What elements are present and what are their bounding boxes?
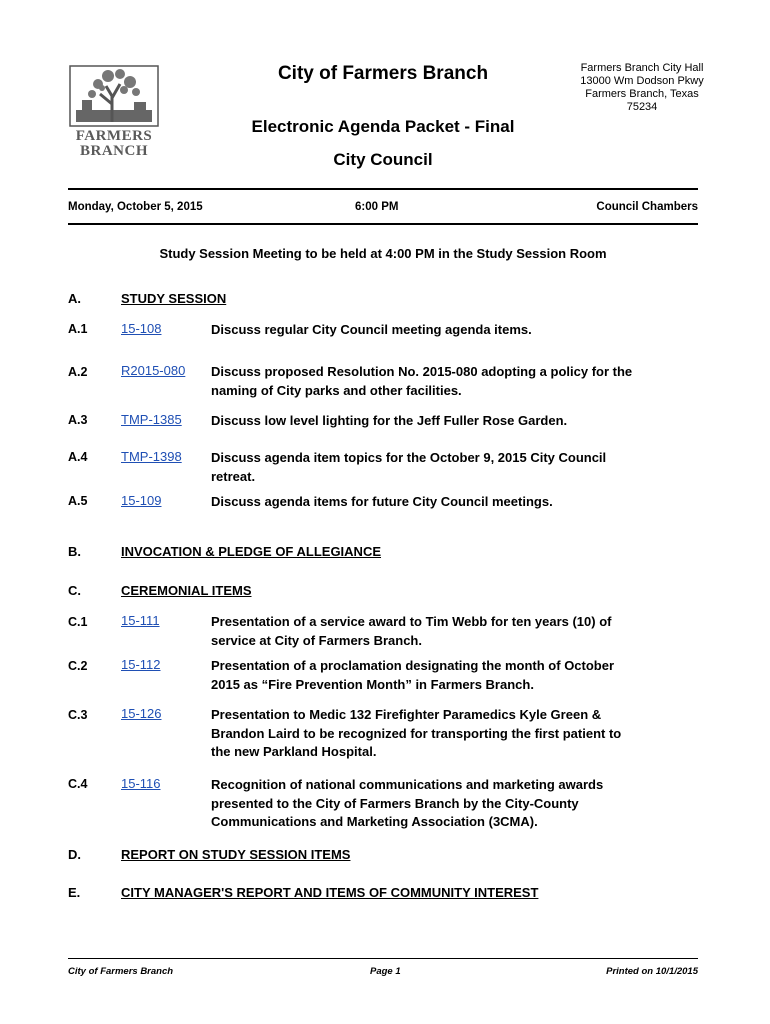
address-line: 13000 Wm Dodson Pkwy — [580, 75, 704, 87]
item-description: Recognition of national communications and marketing awards presented to the City of Farmers Branch by the City-County Communications and Marketing Association (3CMA). — [211, 777, 604, 829]
item-file-link[interactable]: 15-109 — [121, 493, 162, 508]
footer-divider — [68, 958, 698, 959]
section-title: CEREMONIAL ITEMS — [121, 583, 252, 598]
divider — [68, 188, 698, 190]
item-description: Presentation to Medic 132 Firefighter Paramedics Kyle Green & Brandon Laird to be recognized for transporting the first patient to the new Parkland Hospital. — [211, 707, 622, 759]
meeting-location: Council Chambers — [596, 201, 698, 213]
item-description: Presentation of a proclamation designating the month of October 2015 as “Fire Prevention Month” in Farmers Branch. — [211, 658, 615, 692]
item-number: A.3 — [68, 413, 88, 427]
footer-left: City of Farmers Branch — [68, 966, 174, 977]
address-line: 75234 — [626, 101, 658, 113]
section-title: REPORT ON STUDY SESSION ITEMS — [121, 847, 351, 862]
item-file-link[interactable]: 15-126 — [121, 706, 162, 721]
item-number: A.1 — [68, 322, 88, 336]
item-description: Discuss agenda item topics for the October 9, 2015 City Council retreat. — [211, 450, 607, 484]
item-description: Discuss agenda items for future City Council meetings. — [211, 494, 553, 509]
section-letter: D. — [68, 847, 81, 862]
item-number: C.2 — [68, 659, 88, 673]
logo-word-farmers: FARMERS — [75, 128, 153, 144]
item-number: A.2 — [68, 365, 88, 379]
item-file-link[interactable]: TMP-1385 — [121, 412, 182, 427]
item-file-link[interactable]: 15-112 — [121, 657, 161, 672]
meeting-date: Monday, October 5, 2015 — [68, 201, 203, 213]
item-file-link[interactable]: 15-116 — [121, 776, 161, 791]
item-file-link[interactable]: 15-111 — [121, 613, 160, 628]
address-line: Farmers Branch City Hall — [580, 62, 704, 74]
item-number: A.5 — [68, 494, 88, 508]
logo-word-branch: BRANCH — [79, 143, 148, 159]
item-number: C.1 — [68, 615, 88, 629]
item-description: Discuss proposed Resolution No. 2015-080 adopting a policy for the naming of City parks and other facilities. — [211, 364, 633, 398]
item-number: A.4 — [68, 450, 88, 464]
body-title: City Council — [333, 150, 433, 169]
section-title: INVOCATION & PLEDGE OF ALLEGIANCE — [121, 544, 382, 559]
item-number: C.4 — [68, 777, 88, 791]
printed-date: Printed on 10/1/2015 — [606, 966, 698, 977]
item-description: Discuss regular City Council meeting agenda items. — [211, 322, 532, 337]
study-session-note: Study Session Meeting to be held at 4:00 PM in the Study Session Room — [159, 246, 607, 261]
meeting-time: 6:00 PM — [355, 201, 399, 213]
item-description: Presentation of a service award to Tim Webb for ten years (10) of service at City of Farmers Branch. — [211, 614, 612, 648]
divider — [68, 223, 698, 225]
tree-icon — [68, 64, 160, 128]
section-title: CITY MANAGER'S REPORT AND ITEMS OF COMMUNITY INTEREST — [121, 885, 539, 900]
section-letter: B. — [68, 544, 81, 559]
packet-title: Electronic Agenda Packet - Final — [251, 117, 515, 136]
section-letter: C. — [68, 583, 81, 598]
item-description: Discuss low level lighting for the Jeff Fuller Rose Garden. — [211, 413, 568, 428]
item-file-link[interactable]: R2015-080 — [121, 363, 186, 378]
section-letter: E. — [68, 885, 81, 900]
item-file-link[interactable]: TMP-1398 — [121, 449, 182, 464]
page-number: Page 1 — [370, 966, 401, 977]
section-title: STUDY SESSION — [121, 291, 227, 306]
address-line: Farmers Branch, Texas — [585, 88, 699, 100]
item-number: C.3 — [68, 708, 88, 722]
section-letter: A. — [68, 291, 81, 306]
city-title: City of Farmers Branch — [277, 63, 489, 84]
item-file-link[interactable]: 15-108 — [121, 321, 162, 336]
city-logo — [68, 64, 160, 160]
